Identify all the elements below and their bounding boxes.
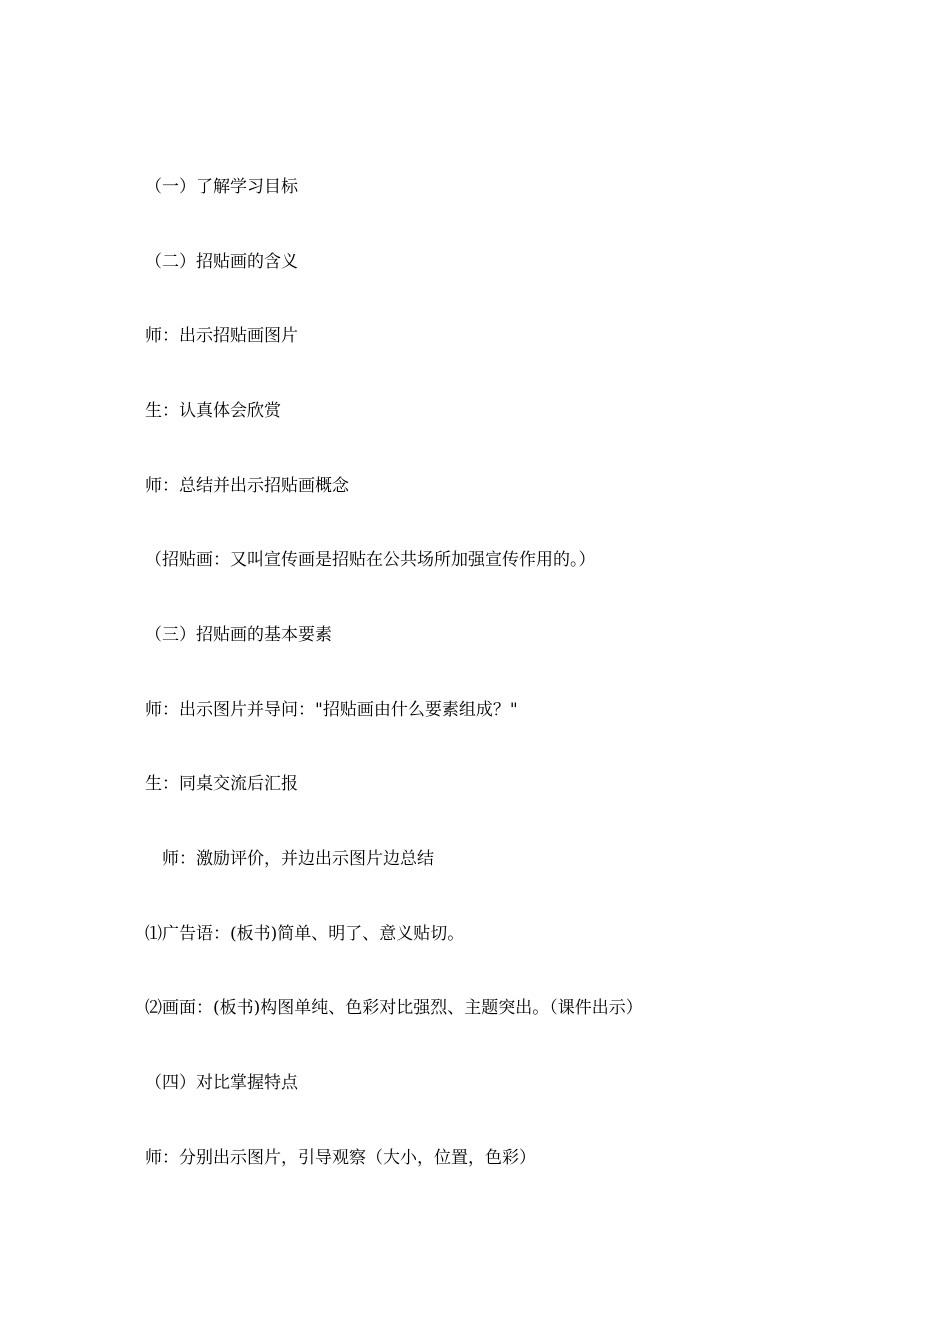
section-heading-1: （一）了解学习目标 (145, 177, 298, 197)
teacher-line: 师：总结并出示招贴画概念 (145, 476, 349, 496)
student-line: 生：认真体会欣赏 (145, 401, 281, 421)
teacher-line: 师：激励评价，并边出示图片边总结 (145, 849, 434, 869)
section-heading-2: （二）招贴画的含义 (145, 252, 298, 272)
definition-note: （招贴画：又叫宣传画是招贴在公共场所加强宣传作用的。） (145, 550, 596, 570)
teacher-line: 师：出示图片并导问："招贴画由什么要素组成？" (145, 700, 518, 720)
list-item-2: ⑵画面：(板书)构图单纯、色彩对比强烈、主题突出。（课件出示） (145, 998, 643, 1018)
list-item-1: ⑴广告语：(板书)简单、明了、意义贴切。 (145, 924, 465, 944)
student-line: 生：同桌交流后汇报 (145, 774, 298, 794)
section-heading-3: （三）招贴画的基本要素 (145, 625, 332, 645)
teacher-line: 师：出示招贴画图片 (145, 326, 298, 346)
section-heading-4: （四）对比掌握特点 (145, 1073, 298, 1093)
teacher-line: 师：分别出示图片，引导观察（大小，位置，色彩） (145, 1148, 536, 1168)
